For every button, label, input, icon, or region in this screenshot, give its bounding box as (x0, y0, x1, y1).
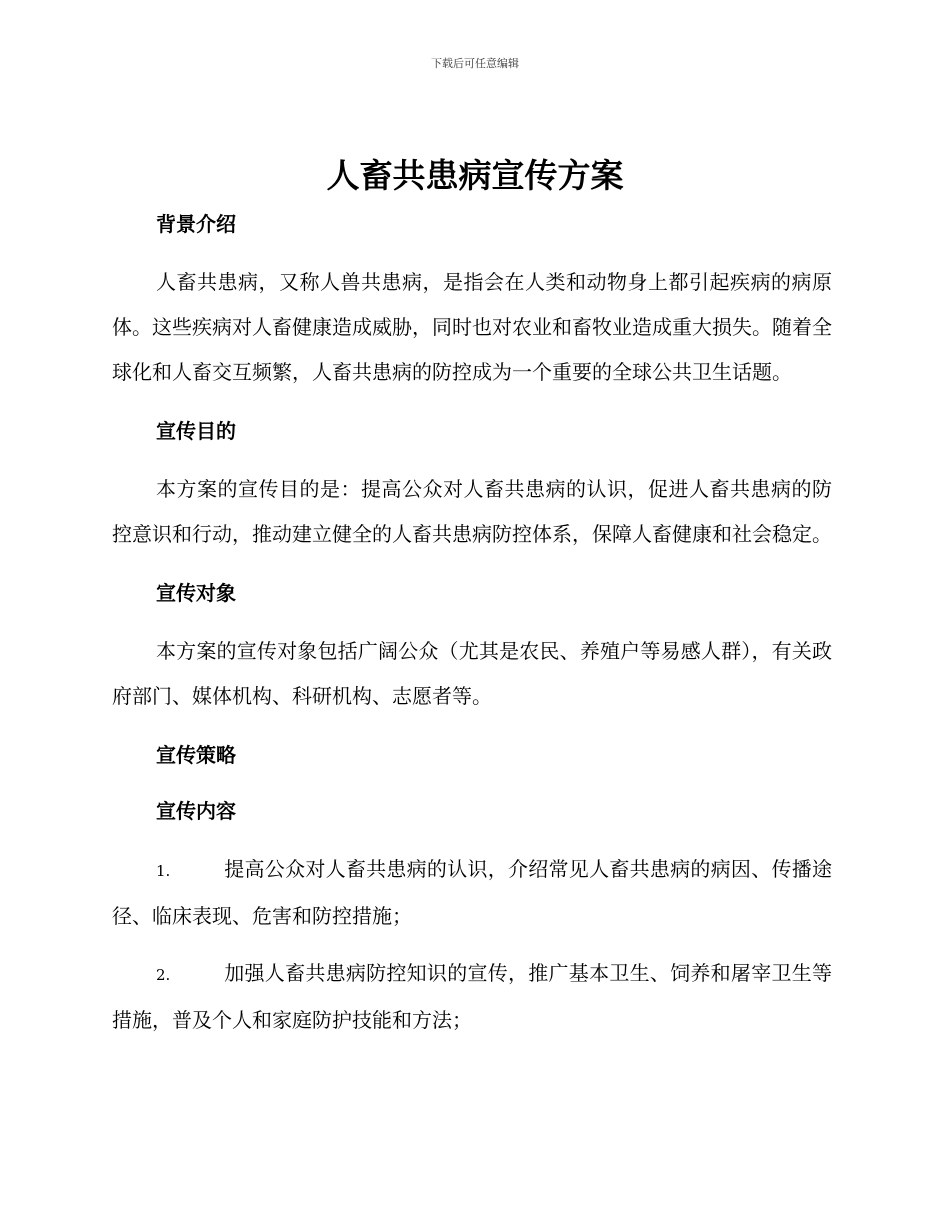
section-heading-purpose: 宣传目的 (156, 419, 236, 443)
section-heading-background: 背景介绍 (156, 212, 236, 236)
paragraph-audience: 本方案的宣传对象包括广阔公众（尤其是农民、养殖户等易感人群），有关政府部门、媒体机构、科研机构、志愿者等。 (112, 639, 832, 708)
section-heading-content: 宣传内容 (156, 799, 236, 823)
document-body (112, 200, 832, 1043)
list-item-number: 2. (156, 966, 171, 984)
paragraph-purpose: 本方案的宣传目的是：提高公众对人畜共患病的认识，促进人畜共患病的防控意识和行动，推动建立健全的人畜共患病防控体系，保障人畜健康和社会稳定。 (112, 477, 832, 546)
document-title: 人畜共患病宣传方案 (326, 156, 624, 195)
list-item (112, 847, 832, 939)
list-item (112, 951, 832, 1043)
paragraph-background: 人畜共患病，又称人兽共患病，是指会在人类和动物身上都引起疾病的病原体。这些疾病对人畜健康造成威胁，同时也对农业和畜牧业造成重大损失。随着全球化和人畜交互频繁，人畜共患病的防控成为一个重要的全球公共卫生话题。 (112, 270, 832, 384)
list-item-number: 1. (156, 862, 171, 880)
section-heading-audience: 宣传对象 (156, 581, 236, 605)
section-heading-strategy: 宣传策略 (156, 743, 236, 767)
page-header-note: 下载后可任意编辑 (431, 57, 519, 70)
list-item-text: 加强人畜共患病防控知识的宣传，推广基本卫生、饲养和屠宰卫生等措施，普及个人和家庭防护技能和方法； (112, 961, 832, 1032)
list-item-text: 提高公众对人畜共患病的认识，介绍常见人畜共患病的病因、传播途径、临床表现、危害和防控措施； (112, 857, 832, 928)
